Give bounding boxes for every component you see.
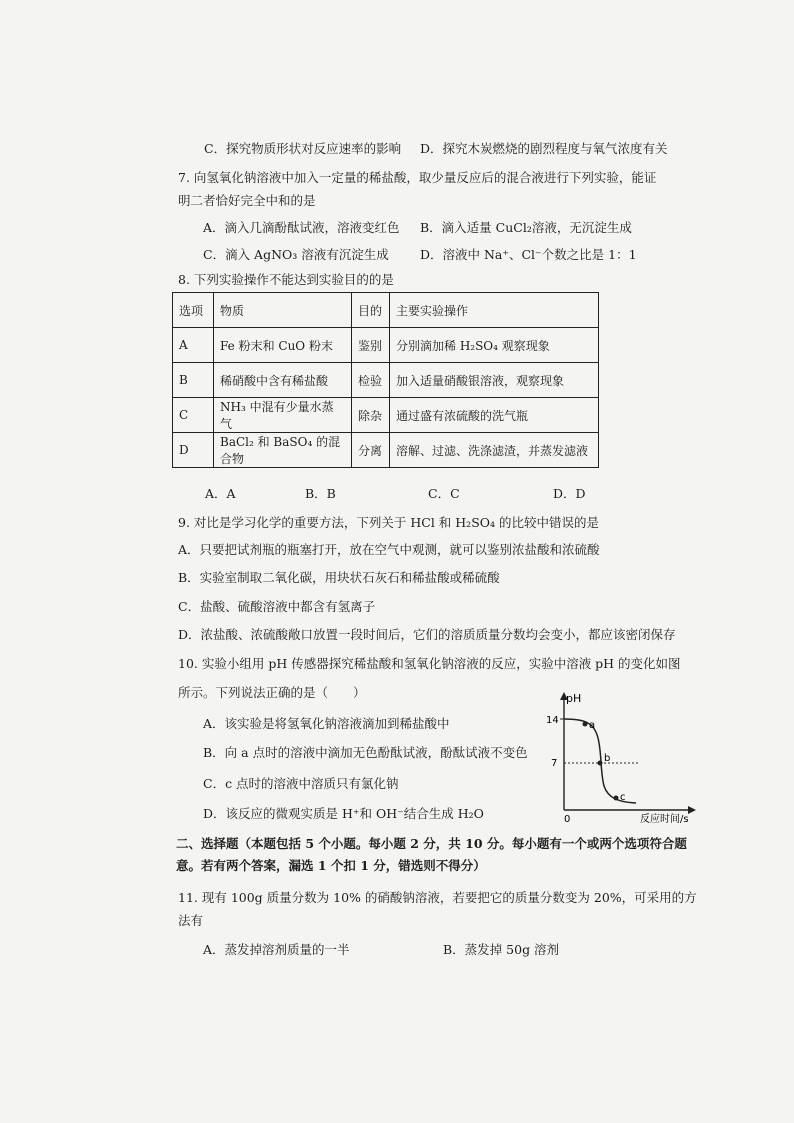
point-c-label: c (620, 792, 626, 803)
q10-option-d: D．该反应的微观实质是 H⁺和 OH⁻结合生成 H₂O (203, 806, 484, 821)
q10-option-c: C．c 点时的溶液中溶质只有氯化钠 (203, 776, 399, 791)
cell: A (173, 328, 214, 363)
q9-stem: 9. 对比是学习化学的重要方法，下列关于 HCl 和 H₂SO₄ 的比较中错误的是 (178, 515, 599, 530)
cell: 溶解、过滤、洗涤滤渣，并蒸发滤液 (390, 433, 599, 468)
ph-chart (540, 690, 700, 825)
cell: 鉴别 (352, 328, 390, 363)
cell: Fe 粉末和 CuO 粉末 (214, 328, 352, 363)
cell: 除杂 (352, 398, 390, 433)
q10-option-a: A．该实验是将氢氧化钠溶液滴加到稀盐酸中 (203, 716, 450, 731)
point-c (614, 796, 619, 801)
cell: D (173, 433, 214, 468)
x-origin-label: 0 (564, 814, 571, 825)
q11-option-a: A．蒸发掉溶剂质量的一半 (203, 942, 350, 957)
q6-option-c: C．探究物质形状对反应速率的影响 (204, 141, 402, 156)
cell: C (173, 398, 214, 433)
q7-option-b: B．滴入适量 CuCl₂溶液，无沉淀生成 (420, 220, 632, 235)
header-substance: 物质 (214, 293, 352, 328)
header-option: 选项 (173, 293, 214, 328)
q7-option-c: C．滴入 AgNO₃ 溶液有沉淀生成 (203, 247, 389, 262)
q9-option-a: A．只要把试剂瓶的瓶塞打开，放在空气中观测，就可以鉴别浓盐酸和浓硫酸 (178, 542, 600, 557)
cell: 检验 (352, 363, 390, 398)
q9-option-d: D．浓盐酸、浓硫酸敞口放置一段时间后，它们的溶质质量分数均会变小，都应该密闭保存 (178, 627, 676, 642)
q7-stem-line1: 7. 向氢氧化钠溶液中加入一定量的稀盐酸，取少量反应后的混合液进行下列实验，能证 (178, 170, 657, 185)
q10-stem-line1: 10. 实验小组用 pH 传感器探究稀盐酸和氢氧化钠溶液的反应，实验中溶液 pH 的变化如图 (178, 656, 681, 671)
table-header-row (173, 293, 599, 328)
header-operation: 主要实验操作 (390, 293, 599, 328)
table-row (173, 328, 599, 363)
x-axis-label: 反应时间/s (640, 814, 689, 825)
table-row (173, 433, 599, 468)
q10-option-b: B．向 a 点时的溶液中滴加无色酚酞试液，酚酞试液不变色 (203, 745, 528, 760)
y-axis-label: pH (566, 692, 582, 705)
cell: 加入适量硝酸银溶液，观察现象 (390, 363, 599, 398)
q8-answer-a: A．A (205, 486, 236, 501)
cell: B (173, 363, 214, 398)
cell: BaCl₂ 和 BaSO₄ 的混合物 (214, 433, 352, 468)
q8-table (172, 292, 599, 468)
q11-stem-line1: 11. 现有 100g 质量分数为 10% 的硝酸钠溶液，若要把它的质量分数变为 20%，可采用的方 (178, 890, 697, 905)
cell: 分别滴加稀 H₂SO₄ 观察现象 (390, 328, 599, 363)
y-tick-7: 7 (551, 758, 558, 769)
q8-stem: 8. 下列实验操作不能达到实验目的的是 (178, 272, 394, 287)
point-a (583, 722, 588, 727)
q6-option-d: D．探究木炭燃烧的剧烈程度与氧气浓度有关 (420, 141, 668, 156)
q9-option-b: B．实验室制取二氧化碳，用块状石灰石和稀盐酸或稀硫酸 (178, 570, 500, 585)
q8-answer-d: D．D (553, 486, 586, 501)
q11-stem-line2: 法有 (178, 913, 204, 928)
q11-option-b: B．蒸发掉 50g 溶剂 (443, 942, 560, 957)
q7-option-d: D．溶液中 Na⁺、Cl⁻个数之比是 1：1 (420, 247, 637, 262)
q8-answer-c: C．C (428, 486, 460, 501)
y-tick-14: 14 (546, 715, 559, 726)
cell: 通过盛有浓硫酸的洗气瓶 (390, 398, 599, 433)
q7-stem-line2: 明二者恰好完全中和的是 (178, 193, 316, 208)
cell: NH₃ 中混有少量水蒸气 (214, 398, 352, 433)
x-axis-arrow (688, 806, 696, 814)
point-b-label: b (604, 753, 611, 764)
cell: 分离 (352, 433, 390, 468)
q7-option-a: A．滴入几滴酚酞试液，溶液变红色 (203, 220, 400, 235)
q10-stem-line2: 所示。下列说法正确的是（ ） (178, 685, 366, 700)
point-b (598, 761, 603, 766)
section-2-title-line1: 二、选择题（本题包括 5 个小题。每小题 2 分，共 10 分。每小题有一个或两个选项符合题 (176, 836, 687, 851)
section-2-title-line2: 意。若有两个答案，漏选 1 个扣 1 分，错选则不得分） (176, 858, 486, 873)
cell: 稀硝酸中含有稀盐酸 (214, 363, 352, 398)
q9-option-c: C．盐酸、硫酸溶液中都含有氢离子 (178, 599, 376, 614)
point-a-label: a (589, 720, 596, 731)
table-row (173, 398, 599, 433)
header-purpose: 目的 (352, 293, 390, 328)
table-row (173, 363, 599, 398)
q8-answer-b: B．B (305, 486, 336, 501)
